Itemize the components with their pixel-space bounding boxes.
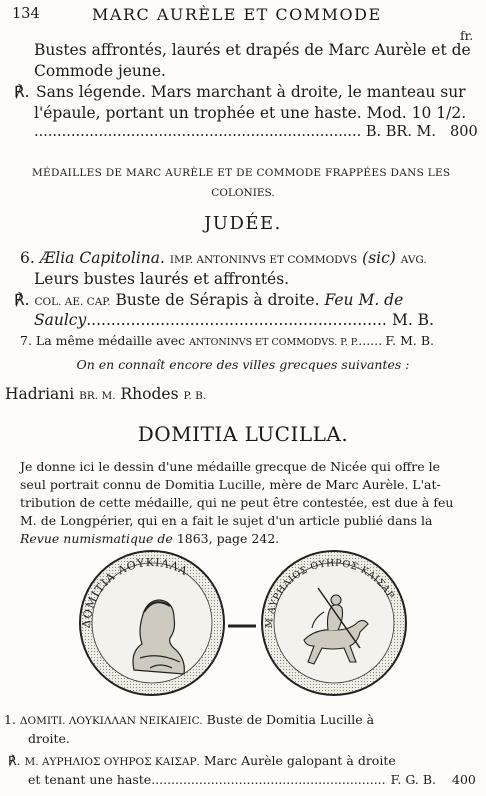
entry-text: La même médaille avec <box>35 333 186 348</box>
entry-line: Sans légende. Mars marchant à droite, le manteau sur <box>36 83 466 101</box>
reverse-symbol: ℟. <box>14 291 30 309</box>
coin-legend: ANTONINVS ET COMMODVS. P. P. <box>189 337 359 348</box>
villes-line <box>5 385 206 403</box>
price: 800 <box>450 124 478 140</box>
entry-number: 7. <box>20 333 32 348</box>
paragraph-line: Revue numismatique de 1863, page 242. <box>20 531 280 546</box>
rarity: F. G. B. <box>390 772 436 787</box>
city-name: Rhodes <box>120 385 179 403</box>
entry-text: Marc Aurèle galopant à droite <box>203 753 396 768</box>
paragraph-line: tribution de cette médaille, qui ne peut être contestée, est due à feu <box>20 495 454 510</box>
obverse-legend: ΔΟΜΙΤΙΑ ΛΟΥΚΙΛΛΑ <box>79 555 191 629</box>
entry-1-reverse <box>8 753 396 768</box>
entry-6 <box>20 249 427 267</box>
entry-line: Commode jeune. <box>34 62 166 80</box>
entry-line: l'épaule, portant un trophée et une haste. Mod. 10 1/2. <box>34 104 467 122</box>
paragraph-line: Je donne ici le dessin d'une médaille grecque de Nicée qui offre le <box>20 459 440 474</box>
city-name: Ælia Capitolina. <box>39 249 165 267</box>
leader-line <box>34 311 434 329</box>
leader-line <box>34 124 436 140</box>
entry-line: Leurs bustes laurés et affrontés. <box>34 270 290 288</box>
coin-obverse <box>80 551 224 695</box>
module: BR. M. <box>79 390 116 402</box>
sic-note: (sic) <box>362 249 396 267</box>
running-title: MARC AURÈLE ET COMMODE <box>92 5 382 24</box>
rarity: B. BR. M. <box>365 124 436 140</box>
owner-name: Feu M. de <box>324 291 404 309</box>
entry-text: Buste de Sérapis à droite. <box>115 291 320 309</box>
leader-line <box>28 772 436 787</box>
entry-text: et tenant une haste <box>28 772 152 787</box>
dot-leader <box>86 311 388 329</box>
paragraph-line: seul portrait connu de Domitia Lucille, mère de Marc Aurèle. L'at- <box>20 477 441 492</box>
reverse-symbol: ℟. <box>8 753 21 768</box>
coin-reverse <box>262 551 406 695</box>
dot-leader <box>151 772 386 787</box>
rarity: F. M. B. <box>385 333 434 348</box>
coin-legend: ΔΟΜΙΤΙ. ΛΟΥΚΙΛΛΑΝ ΝΕΙΚΑΙΕΙC. <box>19 715 203 727</box>
price: 400 <box>452 772 476 787</box>
rarity: M. B. <box>391 311 434 329</box>
page-number: 134 <box>12 6 40 22</box>
city-name: Hadriani <box>5 385 75 403</box>
margin-note: fr. <box>460 28 474 43</box>
entry-1 <box>4 712 374 727</box>
entry-line: Bustes affrontés, laurés et drapés de Marc Aurèle et de <box>34 41 471 59</box>
judee-heading: JUDÉE. <box>204 213 282 234</box>
entry-number: 1. <box>4 712 16 727</box>
villes-note: On en connaît encore des villes grecques suivantes : <box>76 357 410 372</box>
section-heading: MÉDAILLES DE MARC AURÈLE ET DE COMMODE FRAPPÉES DANS LES <box>32 167 451 179</box>
coin-legend: Μ. ΑΥΡΗΛΙΟΣ ΟΥΗΡΟΣ ΚΑΙΣΑΡ. <box>24 756 200 768</box>
paragraph-line: M. de Longpérier, qui en a fait le sujet d'un article publié dans la <box>20 513 433 528</box>
coin-illustration <box>60 548 420 698</box>
owner-name: Saulcy <box>34 311 87 329</box>
dot-leader <box>358 333 382 348</box>
coin-legend: AVG. <box>400 254 427 266</box>
entry-text: Buste de Domitia Lucille à <box>206 712 375 727</box>
module: P. B. <box>183 390 207 402</box>
entry-7 <box>20 333 434 348</box>
dot-leader <box>34 124 362 140</box>
journal-name: Revue numismatique <box>20 531 154 546</box>
entry-number: 6. <box>20 249 35 267</box>
entry-6-reverse <box>14 291 403 309</box>
reverse-legend: Μ ΑΥΡΗΛΙΟΣ ΟΥΗΡΟΣ ΚΑΙΣΑΡ <box>263 557 397 629</box>
section-heading: COLONIES. <box>211 187 275 199</box>
domitia-heading: DOMITIA LUCILLA. <box>137 422 349 446</box>
coin-legend: COL. AE. CAP. <box>34 296 111 308</box>
reverse-symbol: ℟. <box>14 83 30 101</box>
coin-legend: IMP. ANTONINVS ET COMMODVS <box>169 254 358 266</box>
entry-line: droite. <box>28 731 70 746</box>
